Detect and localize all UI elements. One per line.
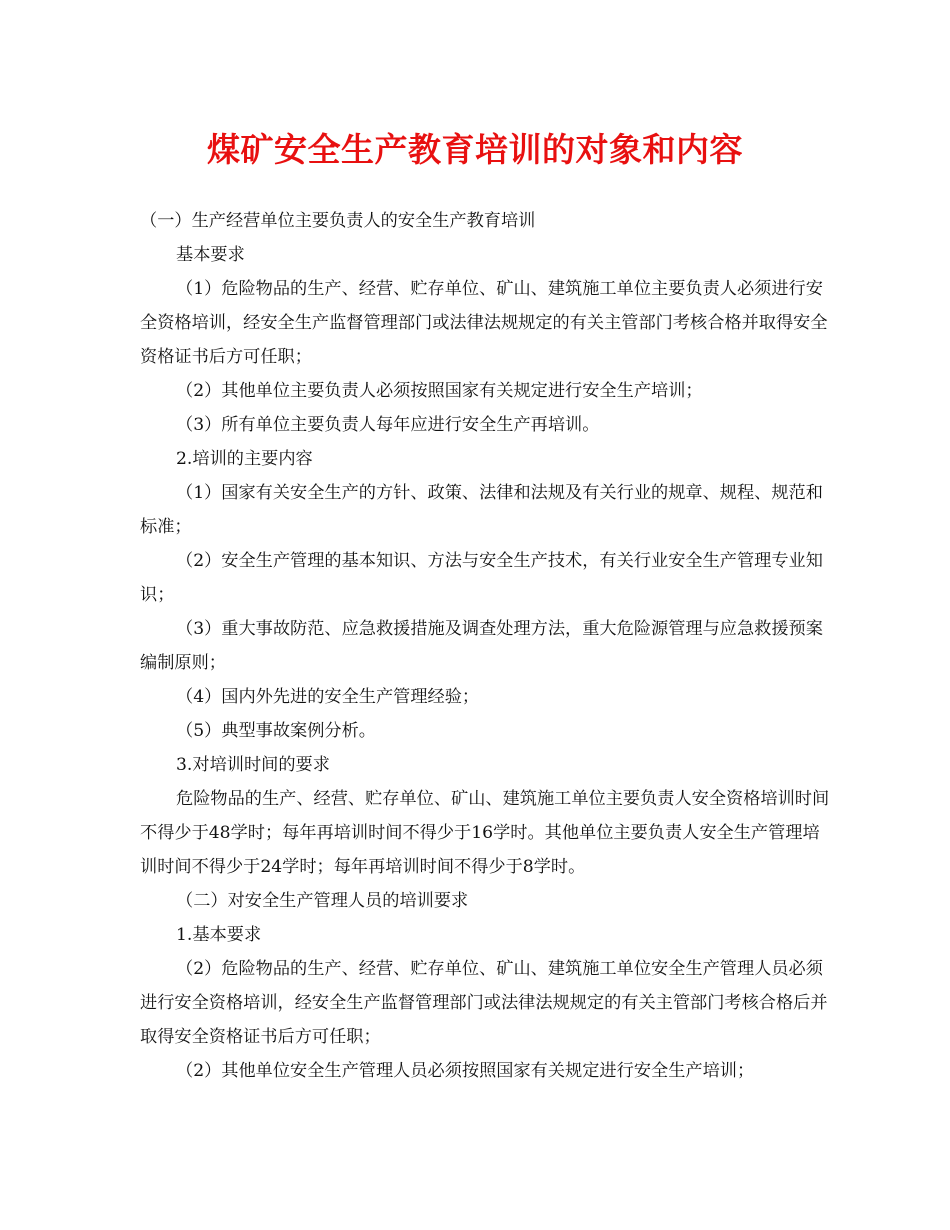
- paragraph: （2）其他单位主要负责人必须按照国家有关规定进行安全生产培训；: [176, 381, 703, 401]
- paragraph: （3）所有单位主要负责人每年应进行安全生产再培训。: [176, 415, 600, 435]
- section-heading-2: （二）对安全生产管理人员的培训要求: [176, 891, 469, 911]
- paragraph: （2）其他单位安全生产管理人员必须按照国家有关规定进行安全生产培训；: [176, 1061, 755, 1081]
- document-title: 煤矿安全生产教育培训的对象和内容: [207, 130, 743, 169]
- subheading-training-content: 2.培训的主要内容: [176, 449, 313, 469]
- paragraph: （2）危险物品的生产、经营、贮存单位、矿山、建筑施工单位安全生产管理人员必须进行安全资格培训，经安全生产监督管理部门或法律法规规定的有关主管部门考核合格后并取得安全资格证书后方可任职；: [140, 959, 828, 1047]
- subheading-basic-requirements: 基本要求: [176, 245, 245, 265]
- paragraph: （5）典型事故案例分析。: [176, 721, 376, 741]
- paragraph: （1）危险物品的生产、经营、贮存单位、矿山、建筑施工单位主要负责人必须进行安全资格培训，经安全生产监督管理部门或法律法规规定的有关主管部门考核合格并取得安全资格证书后方可任职；: [140, 279, 828, 367]
- document-body: [140, 204, 830, 1088]
- paragraph: （1）国家有关安全生产的方针、政策、法律和法规及有关行业的规章、规程、规范和标准；: [140, 483, 823, 537]
- paragraph: （3）重大事故防范、应急救援措施及调查处理方法，重大危险源管理与应急救援预案编制原则；: [140, 619, 823, 673]
- section-heading-1: （一）生产经营单位主要负责人的安全生产教育培训: [140, 211, 536, 231]
- subheading-basic-requirements-2: 1.基本要求: [176, 925, 262, 945]
- paragraph: （2）安全生产管理的基本知识、方法与安全生产技术，有关行业安全生产管理专业知识；: [140, 551, 823, 605]
- paragraph: 危险物品的生产、经营、贮存单位、矿山、建筑施工单位主要负责人安全资格培训时间不得少于48学时；每年再培训时间不得少于16学时。其他单位主要负责人安全生产管理培训时间不得少于24学时；每年再培训时间不得少于8学时。: [140, 789, 830, 877]
- paragraph: （4）国内外先进的安全生产管理经验；: [176, 687, 480, 707]
- subheading-training-time: 3.对培训时间的要求: [176, 755, 330, 775]
